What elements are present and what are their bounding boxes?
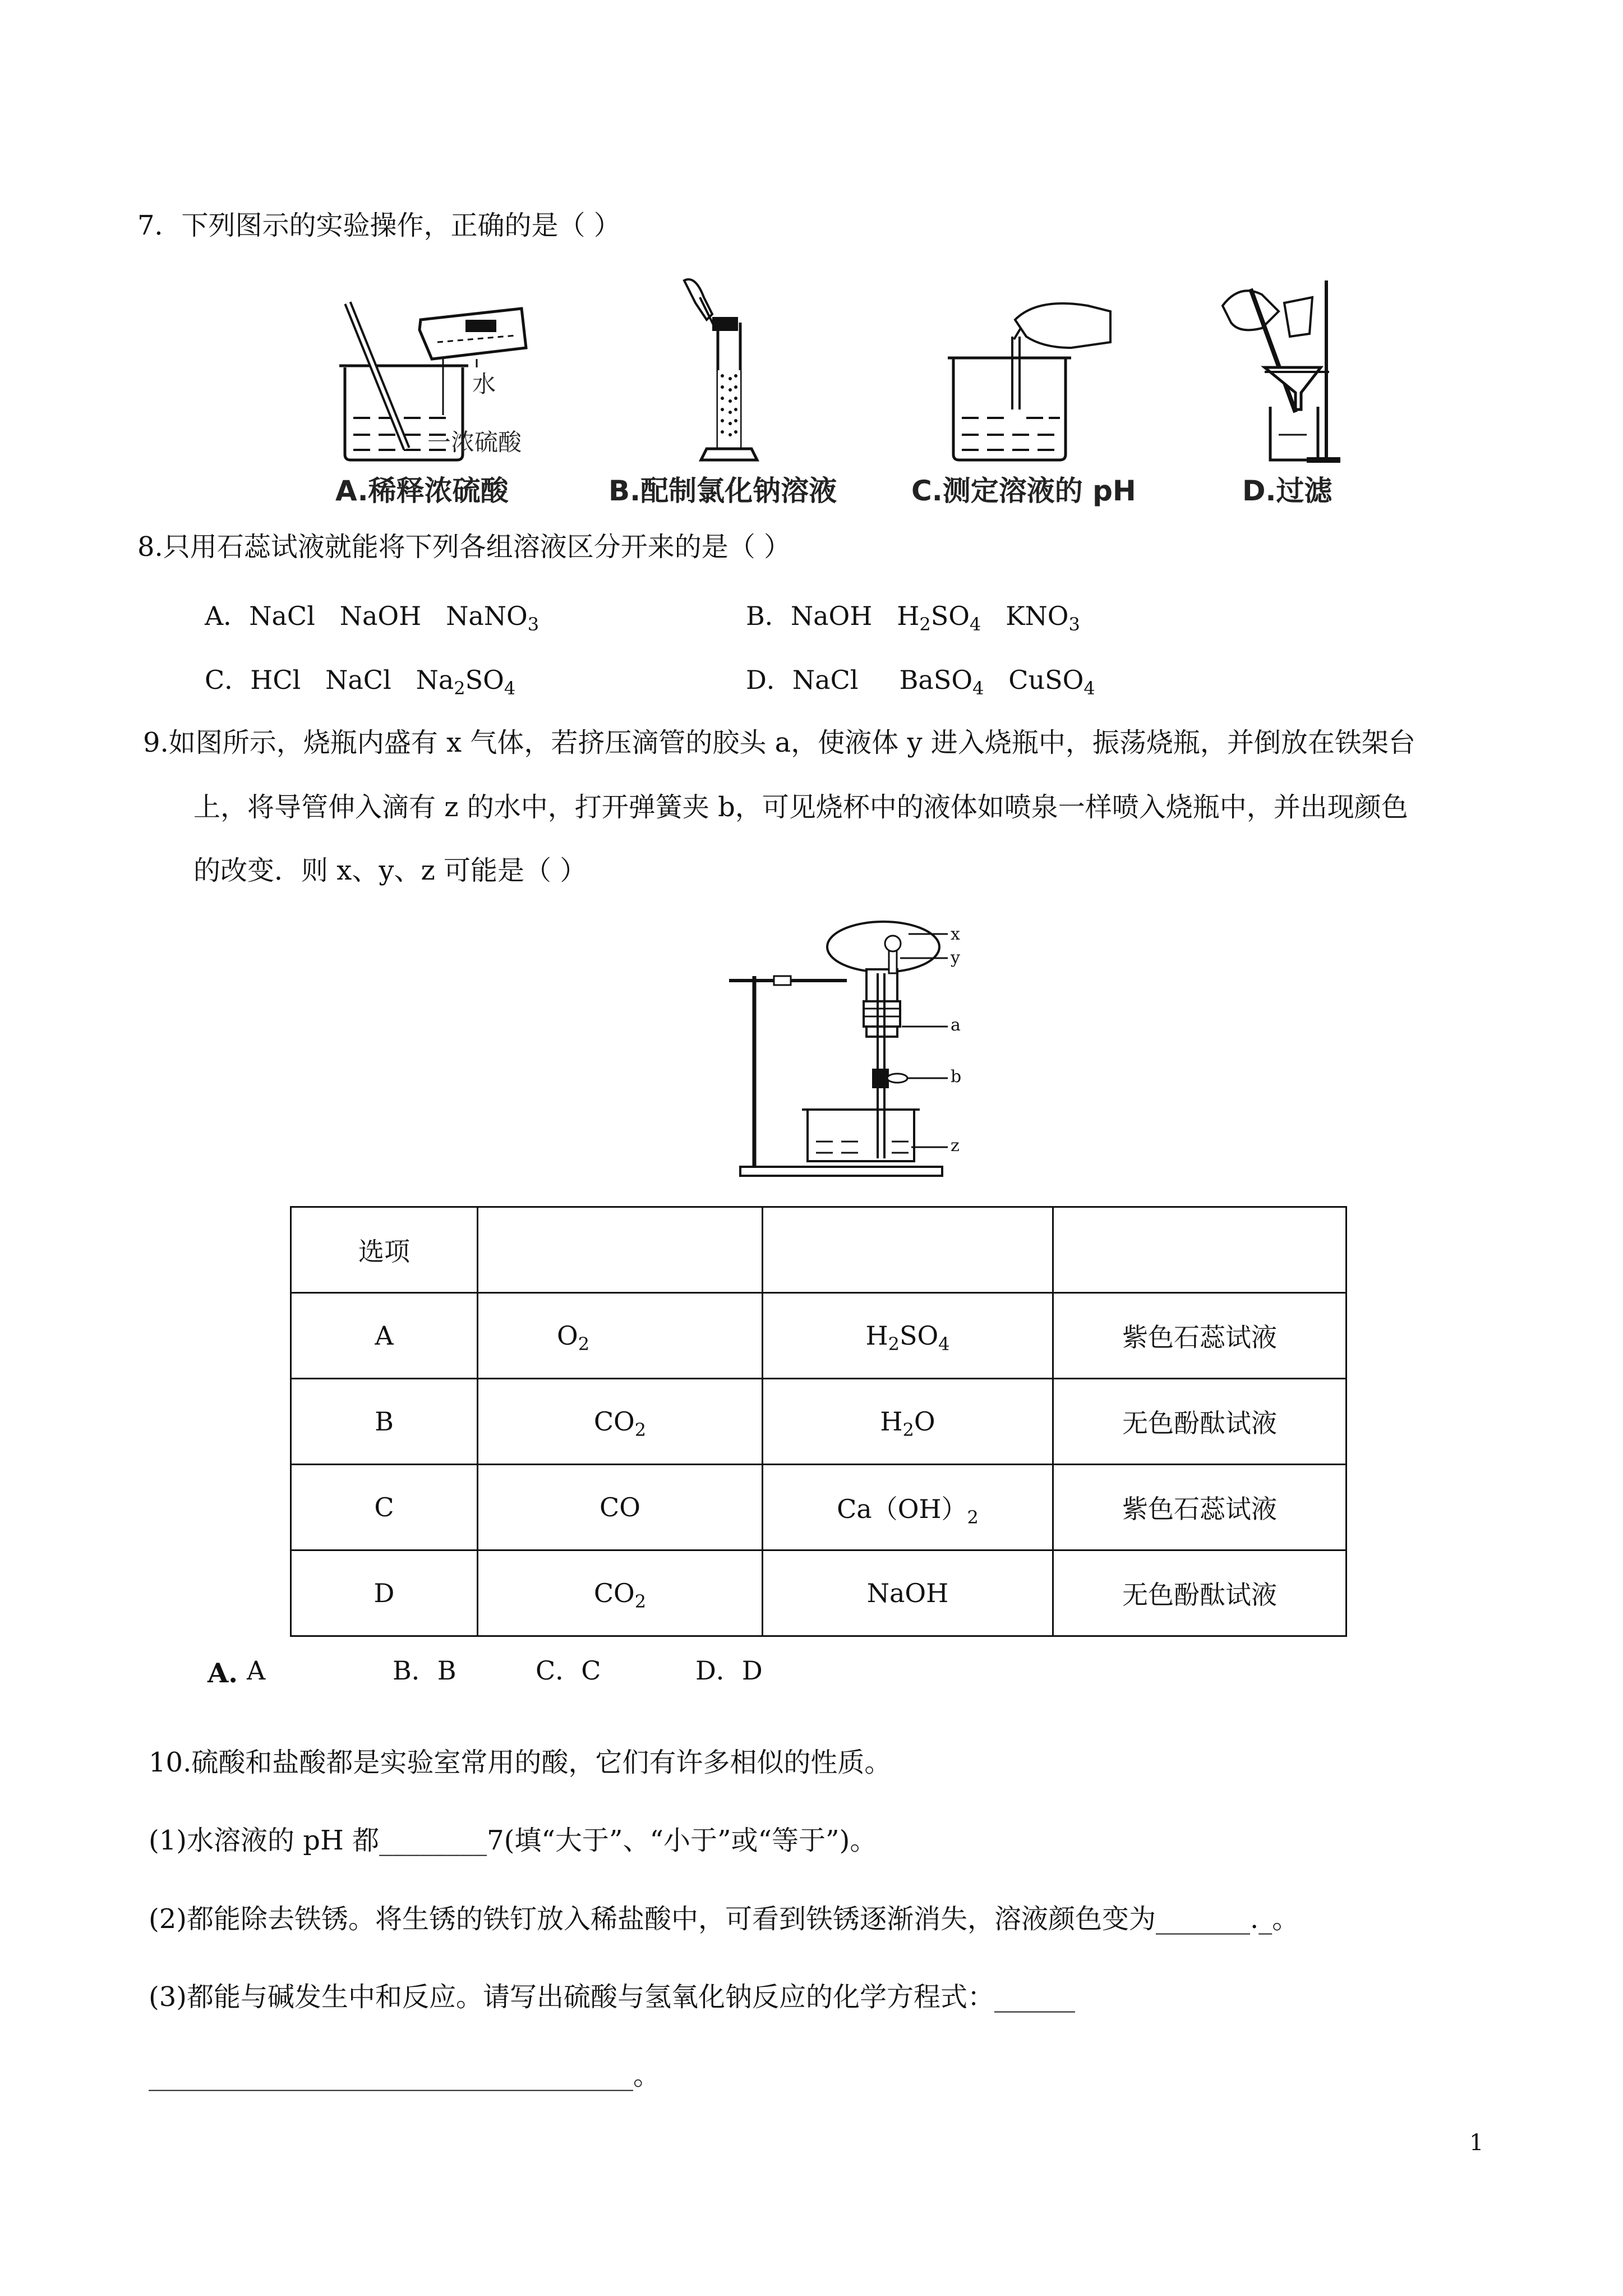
q9-stem-line1: 9.如图所示，烧瓶内盛有 x 气体，若挤压滴管的胶头 a，使液体 y 进入烧瓶中，振荡烧瓶，并倒放在铁架台	[143, 727, 1415, 758]
q8-option-a: A．NaCl NaOH NaNO$_3$	[205, 601, 540, 635]
cell-option: B	[291, 1379, 478, 1465]
q10-stem: 10.硫酸和盐酸都是实验室常用的酸，它们有许多相似的性质。	[149, 1747, 892, 1778]
cell-y: $Ca(OH)_2$	[763, 1465, 1053, 1550]
cell-y: NaOH	[763, 1550, 1053, 1636]
cell-z: 紫色石蕊试液	[1053, 1293, 1347, 1379]
table-header-x	[478, 1207, 763, 1293]
cell-z: 无色酚酞试液	[1053, 1550, 1347, 1636]
label-y: y	[951, 948, 960, 968]
table-header-option: 选项	[291, 1207, 478, 1293]
q9-stem-line3: 的改变．则 x、y、z 可能是（ ）	[193, 855, 587, 886]
q9-options-table	[290, 1206, 1347, 1637]
table-row	[291, 1207, 1347, 1293]
q7-stem: 7．下列图示的实验操作，正确的是（ ）	[137, 210, 621, 241]
q10-part2: (2)都能除去铁锈。将生锈的铁钉放入稀盐酸中，可看到铁锈逐渐消失，溶液颜色变为_______._。	[149, 1903, 1299, 1935]
label-z: z	[951, 1136, 960, 1156]
cell-option: D	[291, 1550, 478, 1636]
cell-x: $CO_2$	[478, 1379, 763, 1465]
q9-choice-a: A	[247, 1655, 266, 1686]
cell-option: A	[291, 1293, 478, 1379]
q9-choice-d: D．D	[695, 1655, 763, 1686]
table-row	[291, 1550, 1347, 1636]
cell-z: 紫色石蕊试液	[1053, 1465, 1347, 1550]
cell-y: $H_2O$	[763, 1379, 1053, 1465]
q10-part3-answer-line: ____________________________________。	[149, 2060, 661, 2091]
q8-option-b: B．NaOH $H_2SO_4$ $KNO_3$	[746, 601, 1080, 635]
figure-ph-test	[948, 297, 1116, 466]
q10-part3: (3)都能与碱发生中和反应。请写出硫酸与氢氧化钠反应的化学方程式：______	[149, 1981, 1075, 2013]
cell-x: CO	[478, 1465, 763, 1550]
cell-z: 无色酚酞试液	[1053, 1379, 1347, 1465]
cell-y: $H_2SO_4$	[763, 1293, 1053, 1379]
caption-c: C.测定溶液的 pH	[911, 475, 1136, 507]
q8-option-c: C．HCl NaCl $Na_2SO_4$	[205, 665, 516, 699]
q9-choice-prefix: A.	[208, 1658, 238, 1689]
caption-a: A.稀释浓硫酸	[335, 475, 509, 507]
cell-x: $CO_2$	[478, 1550, 763, 1636]
cell-x: $O_2$	[478, 1293, 763, 1379]
caption-b: B.配制氯化钠溶液	[608, 475, 837, 507]
figure-filtration	[1217, 272, 1352, 466]
figure-fountain-apparatus	[723, 920, 970, 1178]
q9-stem-line2: 上，将导管伸入滴有 z 的水中，打开弹簧夹 b，可见烧杯中的液体如喷泉一样喷入烧瓶中，并出现颜色	[193, 792, 1408, 823]
q9-choice-b: B．B	[393, 1655, 457, 1686]
page-number: 1	[1469, 2130, 1484, 2156]
cell-option: C	[291, 1465, 478, 1550]
q10-part1: (1)水溶液的 pH 都________7(填“大于”、“小于”或“等于”)。	[149, 1825, 877, 1856]
table-row	[291, 1379, 1347, 1465]
table-header-z	[1053, 1207, 1347, 1293]
q9-choice-c: C．C	[536, 1655, 601, 1686]
table-header-y	[763, 1207, 1053, 1293]
table-row	[291, 1465, 1347, 1550]
q8-option-d: D．NaCl BaSO$_4$ CuSO$_4$	[746, 665, 1095, 699]
label-water: 水	[472, 370, 496, 398]
label-b: b	[951, 1067, 962, 1087]
figure-cylinder	[673, 275, 763, 466]
label-conc-acid: 一浓硫酸	[427, 429, 522, 456]
caption-d: D.过滤	[1242, 475, 1332, 507]
q8-stem: 8.只用石蕊试液就能将下列各组溶液区分开来的是（ ）	[137, 531, 791, 563]
table-row	[291, 1293, 1347, 1379]
label-a: a	[951, 1015, 961, 1035]
label-x: x	[951, 924, 960, 944]
